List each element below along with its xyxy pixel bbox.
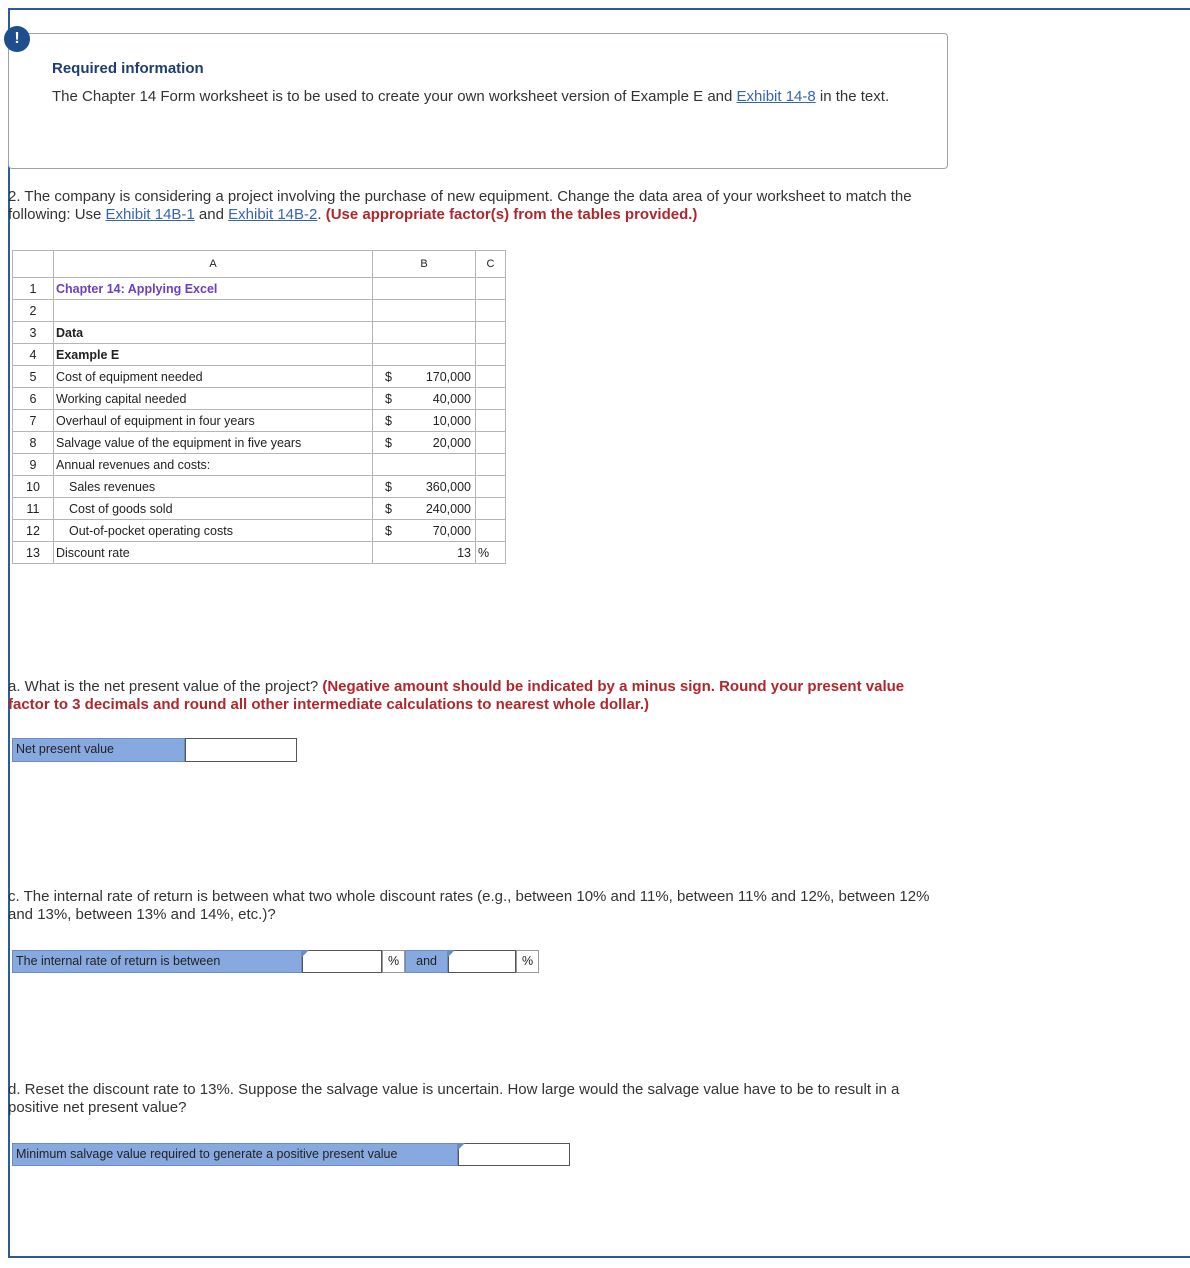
- row-number: 10: [13, 476, 54, 498]
- cell-c: [476, 278, 506, 300]
- cell-a: Example E: [54, 344, 373, 366]
- info-title: Required information: [52, 60, 204, 77]
- sheet-row: [13, 300, 506, 322]
- sheet-row: [13, 476, 506, 498]
- salvage-input[interactable]: [458, 1143, 570, 1166]
- row-number: 6: [13, 388, 54, 410]
- col-header-a: A: [54, 251, 373, 278]
- sheet-row: [13, 366, 506, 388]
- sheet-row: [13, 520, 506, 542]
- cell-c: [476, 322, 506, 344]
- currency-symbol: $: [385, 523, 392, 538]
- required-info-box: [8, 33, 948, 169]
- row-number: 1: [13, 278, 54, 300]
- sheet-row: [13, 410, 506, 432]
- cell-a: Salvage value of the equipment in five years: [54, 432, 373, 454]
- cell-value: 20,000: [432, 435, 471, 450]
- cell-a: [54, 300, 373, 322]
- cell-b: [373, 344, 476, 366]
- row-number: 3: [13, 322, 54, 344]
- currency-symbol: $: [385, 501, 392, 516]
- cell-b: [373, 278, 476, 300]
- cell-c: [476, 520, 506, 542]
- cell-a: Annual revenues and costs:: [54, 454, 373, 476]
- row-number: 8: [13, 432, 54, 454]
- irr-answer-row: [12, 950, 539, 973]
- cell-c: [476, 366, 506, 388]
- cell-b: [373, 476, 476, 498]
- row-number: 13: [13, 542, 54, 564]
- currency-symbol: $: [385, 369, 392, 384]
- cell-a: Overhaul of equipment in four years: [54, 410, 373, 432]
- cell-value: 40,000: [432, 391, 471, 406]
- cell-a: Sales revenues: [54, 476, 373, 498]
- cell-c: [476, 410, 506, 432]
- sheet-row: [13, 388, 506, 410]
- cell-value: 170,000: [425, 369, 471, 384]
- exhibit-14b-2-link[interactable]: Exhibit 14B-2: [228, 206, 318, 223]
- npv-label: Net present value: [12, 738, 185, 762]
- cell-a: Cost of equipment needed: [54, 366, 373, 388]
- irr-lower-percent: %: [382, 950, 405, 973]
- cell-b: [373, 542, 476, 564]
- cell-b: [373, 322, 476, 344]
- col-header-c: C: [476, 251, 506, 278]
- row-number: 4: [13, 344, 54, 366]
- cell-b: [373, 300, 476, 322]
- sheet-row: [13, 454, 506, 476]
- salvage-answer-row: [12, 1143, 570, 1166]
- sheet-row: [13, 278, 506, 300]
- cell-value: 13: [457, 545, 471, 560]
- exhibit-14-8-link[interactable]: Exhibit 14-8: [736, 88, 816, 105]
- sheet-row: [13, 498, 506, 520]
- cell-a: Chapter 14: Applying Excel: [54, 278, 373, 300]
- sheet-row: [13, 344, 506, 366]
- cell-c: [476, 300, 506, 322]
- cell-b: [373, 366, 476, 388]
- cell-c: [476, 454, 506, 476]
- cell-c: [476, 432, 506, 454]
- irr-and-label: and: [405, 950, 448, 973]
- cell-value: 360,000: [425, 479, 471, 494]
- sheet-row: [13, 322, 506, 344]
- currency-symbol: $: [385, 413, 392, 428]
- exhibit-14b-1-link[interactable]: Exhibit 14B-1: [105, 206, 195, 223]
- currency-symbol: $: [385, 435, 392, 450]
- npv-answer-row: [12, 738, 297, 762]
- spreadsheet: [12, 250, 506, 564]
- cell-value: 10,000: [432, 413, 471, 428]
- row-number: 7: [13, 410, 54, 432]
- row-number: 5: [13, 366, 54, 388]
- cell-a: Working capital needed: [54, 388, 373, 410]
- question-d: d. Reset the discount rate to 13%. Suppose the salvage value is uncertain. How large would the salvage value have to be to result in a positive net present value?: [8, 1081, 900, 1116]
- exclamation-icon: !: [4, 26, 30, 52]
- question-2: 2. The company is considering a project involving the purchase of new equipment. Change the data area of your worksheet to match the following: Use Exhibit 14B-1 and Exhibit 14B-2. (Use appropriate factor(s) from the tables provided.): [8, 188, 912, 223]
- irr-label: The internal rate of return is between: [12, 950, 302, 973]
- cell-a: Out-of-pocket operating costs: [54, 520, 373, 542]
- cell-c: [476, 498, 506, 520]
- row-number: 11: [13, 498, 54, 520]
- col-header-b: B: [373, 251, 476, 278]
- irr-lower-input[interactable]: [302, 950, 382, 973]
- cell-b: [373, 454, 476, 476]
- irr-upper-input[interactable]: [448, 950, 516, 973]
- cell-b: [373, 388, 476, 410]
- npv-input[interactable]: [185, 738, 297, 762]
- sheet-row: [13, 432, 506, 454]
- currency-symbol: $: [385, 479, 392, 494]
- irr-upper-percent: %: [516, 950, 539, 973]
- cell-b: [373, 520, 476, 542]
- row-number: 9: [13, 454, 54, 476]
- cell-c: %: [476, 542, 506, 564]
- salvage-label: Minimum salvage value required to generate a positive present value: [12, 1143, 458, 1166]
- currency-symbol: $: [385, 391, 392, 406]
- info-text: The Chapter 14 Form worksheet is to be used to create your own worksheet version of Example E and Exhibit 14-8 in the text.: [52, 88, 890, 105]
- cell-a: Cost of goods sold: [54, 498, 373, 520]
- sheet-row: [13, 542, 506, 564]
- cell-c: [476, 388, 506, 410]
- question-a: a. What is the net present value of the project? (Negative amount should be indicated by a minus sign. Round your present value factor to 3 decimals and round all other intermediate calculations to nearest whole dollar.): [8, 678, 905, 713]
- cell-b: [373, 432, 476, 454]
- cell-a: Discount rate: [54, 542, 373, 564]
- cell-c: [476, 344, 506, 366]
- cell-value: 70,000: [432, 523, 471, 538]
- question-c: c. The internal rate of return is between what two whole discount rates (e.g., between 10% and 11%, between 11% and 12%, between 12% and 13%, between 13% and 14%, etc.)?: [8, 888, 930, 923]
- row-number: 12: [13, 520, 54, 542]
- cell-value: 240,000: [425, 501, 471, 516]
- cell-b: [373, 498, 476, 520]
- row-number: 2: [13, 300, 54, 322]
- cell-b: [373, 410, 476, 432]
- cell-c: [476, 476, 506, 498]
- cell-a: Data: [54, 322, 373, 344]
- corner-cell: [13, 251, 54, 278]
